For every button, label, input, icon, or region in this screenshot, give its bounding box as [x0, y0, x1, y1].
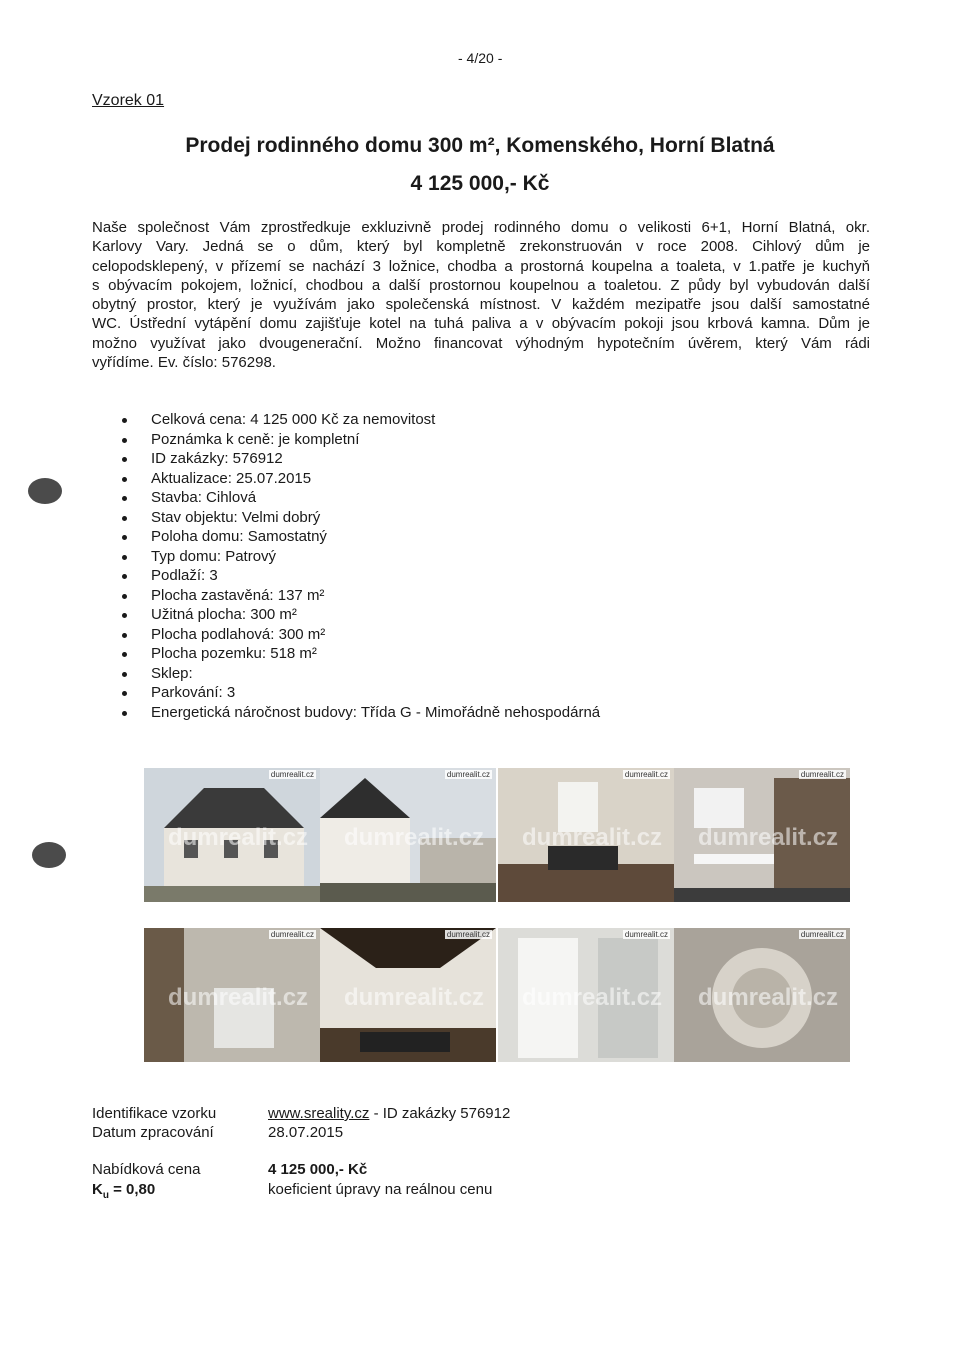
- photo-watermark-large: dumrealit.cz: [168, 984, 309, 1011]
- description-line: možno využívat jako dvougenerační. Možno financovat výhodným hypotečním úvěrem, který Vám rádi: [92, 334, 870, 352]
- processing-date-value: 28.07.2015: [268, 1124, 344, 1141]
- punch-hole-mark: [28, 478, 62, 504]
- punch-hole-mark: [32, 842, 66, 868]
- feature-list: [118, 410, 600, 722]
- photo-ceiling-detail: [674, 928, 850, 1062]
- feature-item: Parkování: 3: [118, 683, 600, 703]
- description-line: Naše společnost Vám zprostředkuje exkluzivně prodej rodinného domu o velikosti 6+1, Horní Blatná, okr.: [92, 219, 870, 236]
- feature-item: Stavba: Cihlová: [118, 488, 600, 508]
- processing-date-label: Datum zpracování: [92, 1124, 214, 1141]
- photo-attic-room: [320, 928, 496, 1062]
- photo-watermark: dumrealit.cz: [270, 770, 314, 779]
- feature-item: Celková cena: 4 125 000 Kč za nemovitost: [118, 410, 600, 430]
- photo-watermark-large: dumrealit.cz: [522, 824, 663, 851]
- coefficient-number: = 0,80: [108, 1181, 156, 1198]
- photo-bathroom: [498, 928, 674, 1062]
- feature-item: ID zakázky: 576912: [118, 449, 600, 469]
- photo-watermark: dumrealit.cz: [800, 930, 844, 939]
- photo-watermark: dumrealit.cz: [270, 930, 314, 939]
- photo-watermark: dumrealit.cz: [446, 770, 490, 779]
- description-line: s obývacím pokojem, ložnicí, chodbou a další prostornou koupelnou a toaletou. Z půdy byl vybudován další: [92, 276, 870, 294]
- order-id-text: - ID zakázky 576912: [369, 1105, 511, 1122]
- feature-item: Podlaží: 3: [118, 566, 600, 586]
- sample-label: Vzorek 01: [92, 92, 165, 109]
- feature-item: Sklep:: [118, 664, 600, 684]
- description-line: Karlovy Vary. Jedná se o dům, který byl kompletně zrekonstruován v roce 2008. Cihlový dům je: [92, 238, 870, 256]
- photo-watermark: dumrealit.cz: [624, 930, 668, 939]
- photo-house-exterior-side: [320, 768, 496, 902]
- photo-kitchen: [674, 768, 850, 902]
- description-line: celopodsklepený, v přízemí se nachází 3 ložnice, chodba a prostorná koupelna a toaleta, v 1.patře je kuchyň: [92, 257, 870, 275]
- page-number: - 4/20 -: [458, 50, 503, 66]
- feature-item: Aktualizace: 25.07.2015: [118, 469, 600, 489]
- feature-item: Plocha zastavěná: 137 m²: [118, 586, 600, 606]
- listing-title: Prodej rodinného domu 300 m², Komenského, Horní Blatná: [185, 134, 775, 157]
- feature-item: Poznámka k ceně: je kompletní: [118, 430, 600, 450]
- coefficient-symbol: K: [92, 1181, 103, 1198]
- photo-storage-room: [144, 928, 320, 1062]
- feature-item: Energetická náročnost budovy: Třída G - Mimořádně nehospodárná: [118, 703, 600, 723]
- photo-watermark-large: dumrealit.cz: [698, 824, 839, 851]
- description-line: WC. Ústřední vytápění domu zajišťuje kotel na tuhá paliva a v obývacím pokoji jsou krbová kamna. Dům je: [92, 315, 870, 333]
- offer-price-label: Nabídková cena: [92, 1161, 201, 1178]
- feature-item: Poloha domu: Samostatný: [118, 527, 600, 547]
- feature-item: Plocha pozemku: 518 m²: [118, 644, 600, 664]
- photo-watermark-large: dumrealit.cz: [344, 824, 485, 851]
- feature-item: Typ domu: Patrový: [118, 547, 600, 567]
- description-line: vyřídíme. Ev. číslo: 576298.: [92, 354, 276, 372]
- description-line: obytný prostor, který je využívám jako společenská místnost. V každém mezipatře jsou další samostatné: [92, 296, 870, 314]
- source-link[interactable]: www.sreality.cz: [268, 1105, 370, 1122]
- photo-living-room: [498, 768, 674, 902]
- sample-id-label: Identifikace vzorku: [92, 1105, 217, 1122]
- listing-price: 4 125 000,- Kč: [410, 172, 550, 195]
- photo-watermark-large: dumrealit.cz: [168, 824, 309, 851]
- photo-watermark-large: dumrealit.cz: [344, 984, 485, 1011]
- photo-watermark: dumrealit.cz: [624, 770, 668, 779]
- feature-item: Plocha podlahová: 300 m²: [118, 625, 600, 645]
- photo-watermark: dumrealit.cz: [446, 930, 490, 939]
- coefficient-description: koeficient úpravy na reálnou cenu: [268, 1181, 493, 1198]
- feature-item: Stav objektu: Velmi dobrý: [118, 508, 600, 528]
- photo-watermark-large: dumrealit.cz: [522, 984, 663, 1011]
- sample-id-value: [268, 1104, 510, 1123]
- coefficient-subscript: u: [102, 1190, 109, 1201]
- listing-description: [92, 218, 870, 372]
- coefficient-label: [92, 1180, 155, 1205]
- feature-item: Užitná plocha: 300 m²: [118, 605, 600, 625]
- photo-watermark: dumrealit.cz: [800, 770, 844, 779]
- offer-price-value: 4 125 000,- Kč: [268, 1161, 368, 1178]
- photo-house-exterior-front: [144, 768, 320, 902]
- photo-watermark-large: dumrealit.cz: [698, 984, 839, 1011]
